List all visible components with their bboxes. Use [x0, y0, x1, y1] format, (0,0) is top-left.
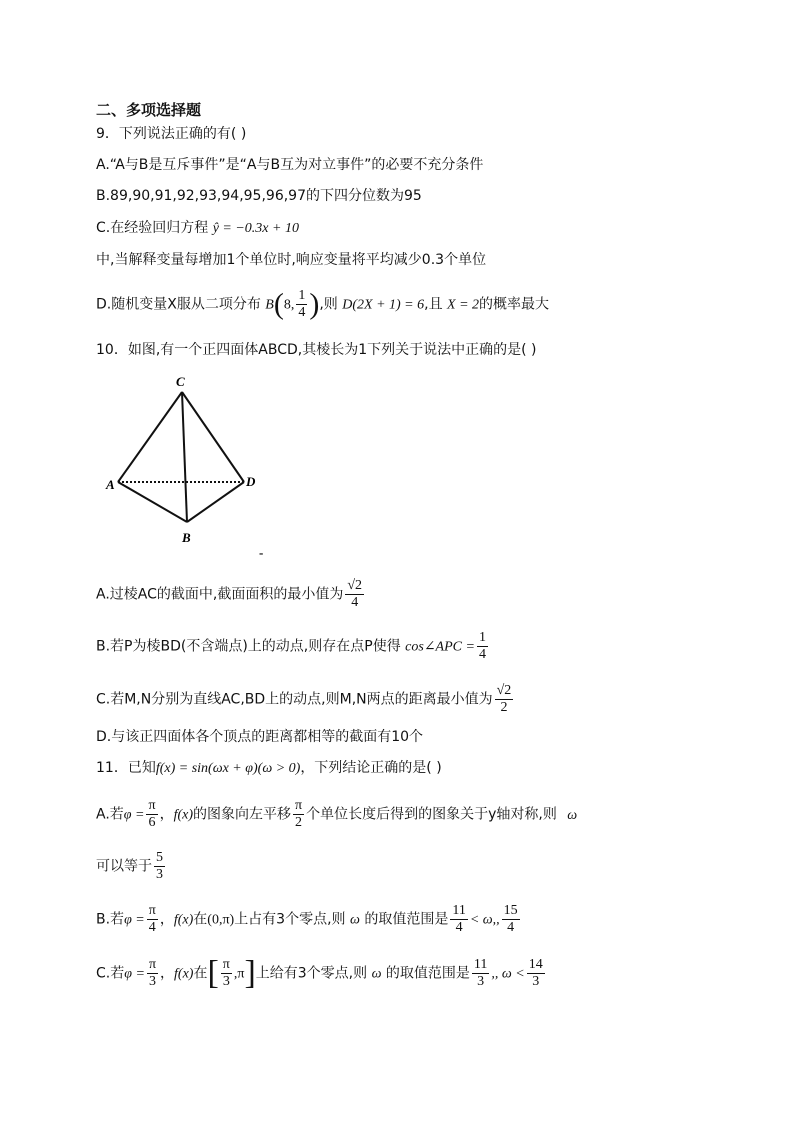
figure-mark: - — [259, 545, 264, 560]
q9-stem: 9．下列说法正确的有( ) — [96, 126, 247, 142]
q11-option-a-text4: 个单位长度后得到的图象关于y轴对称,则 — [306, 806, 557, 823]
q9-variance-eq: D(2X + 1) = 6 — [342, 297, 425, 313]
q10-option-c-text: C.若M,N分别为直线AC,BD上的动点,则M,N两点的距离最小值为 — [96, 691, 493, 708]
q9-option-b: B.89,90,91,92,93,94,95,96,97的下四分位数为95 — [96, 188, 422, 204]
q10-stem: 10．如图,有一个正四面体ABCD,其棱长为1下列关于说法中正确的是( ) — [96, 342, 537, 358]
q11-option-c-interval-end: ,π — [233, 966, 245, 982]
q11-option-c-interval-start — [221, 957, 232, 990]
q11-stem — [96, 758, 442, 779]
frac-numerator: π — [295, 798, 303, 813]
q11-option-c-phi-value — [147, 957, 158, 990]
edge-db — [187, 482, 244, 522]
frac-denominator: 3 — [532, 974, 540, 989]
q11-option-a-phi-value — [146, 798, 157, 831]
q11-option-c-relation: ,, ω < — [491, 966, 525, 982]
q11-option-c-text3: 在 — [193, 965, 208, 982]
q11-option-b-lower — [450, 903, 467, 936]
q10-option-b-value — [477, 630, 488, 663]
q11-option-a-continued — [96, 850, 167, 883]
q11-option-c-fx: f(x) — [174, 966, 194, 982]
q11-option-b-interval: (0,π) — [207, 912, 235, 928]
q9-binomial-p — [296, 288, 307, 321]
q11-option-b-text2: ， — [159, 911, 174, 928]
q11-option-a — [96, 798, 577, 831]
q11-option-a-text1: A.若 — [96, 806, 124, 823]
frac-numerator: 15 — [503, 903, 518, 918]
frac-numerator: 1 — [478, 630, 486, 645]
q11-option-c-omega: ω — [371, 966, 382, 982]
q9-option-d-text3: ,且 — [424, 296, 443, 313]
q10-option-c — [96, 683, 515, 716]
q9-option-d — [96, 288, 549, 321]
q11-option-b-text1: B.若 — [96, 911, 125, 928]
q11-option-a-omega: ω — [567, 807, 578, 823]
left-bracket: [ — [207, 954, 219, 992]
q11-option-a-value — [154, 850, 165, 883]
q9-option-c-text: C.在经验回归方程 — [96, 220, 209, 236]
q10-option-a — [96, 578, 366, 611]
edge-cb — [182, 392, 187, 522]
frac-denominator: 4 — [478, 647, 486, 662]
frac-numerator: 5 — [156, 850, 163, 865]
q10-option-b-text: B.若P为棱BD(不含端点)上的动点,则存在点P使得 — [96, 638, 401, 655]
edge-cd — [182, 392, 244, 482]
q9-binomial-b: B — [265, 297, 274, 313]
frac-denominator: 4 — [351, 595, 359, 610]
frac-denominator: 3 — [156, 867, 163, 882]
edge-ca — [118, 392, 182, 482]
section-heading — [96, 100, 201, 121]
q11-option-c-text2: ， — [160, 965, 175, 982]
q11-option-a-cont-text: 可以等于 — [96, 858, 152, 875]
right-paren: ) — [309, 287, 320, 321]
frac-denominator: 6 — [148, 815, 156, 830]
q10-option-b — [96, 630, 490, 663]
q10-option-d: D.与该正四面体各个顶点的距离都相等的截面有10个 — [96, 729, 424, 745]
q11-option-b-phi-value — [147, 903, 158, 936]
q10-option-a-text: A.过棱AC的截面中,截面面积的最小值为 — [96, 586, 344, 603]
q11-option-a-fx: f(x) — [173, 807, 193, 823]
q9-binomial-n: 8, — [283, 297, 295, 313]
q11-option-b — [96, 903, 522, 936]
frac-denominator: 4 — [148, 920, 156, 935]
q11-option-b-text5: 的取值范围是 — [364, 911, 449, 928]
q10-option-b-eq: cos∠APC = — [405, 639, 475, 655]
edge-ab — [118, 482, 187, 522]
q9-x-eq: X = 2 — [447, 297, 480, 313]
q9-option-d-text1: D.随机变量X服从二项分布 — [96, 296, 261, 313]
q10-option-c-value — [495, 683, 514, 716]
q9-option-c — [96, 218, 299, 239]
frac-denominator: 4 — [298, 305, 306, 320]
q11-option-a-text2: ， — [159, 806, 174, 823]
q11-option-b-upper — [502, 903, 520, 936]
frac-numerator: 1 — [298, 288, 306, 303]
q9-option-a: A.“A与B是互斥事件”是“A与B互为对立事件”的必要不充分条件 — [96, 157, 484, 173]
q9-option-d-text4: 的概率最大 — [479, 296, 550, 313]
frac-denominator: 2 — [500, 700, 508, 715]
frac-denominator: 3 — [222, 974, 230, 989]
q11-option-c-lower — [472, 957, 489, 990]
q11-function: f(x) = sin(ωx + φ)(ω > 0) — [155, 761, 301, 776]
vertex-label-c: C — [176, 374, 185, 389]
frac-numerator: √2 — [347, 578, 363, 593]
q11-option-b-fx: f(x) — [173, 912, 194, 928]
frac-denominator: 2 — [295, 815, 303, 830]
frac-numerator: π — [222, 957, 230, 972]
frac-numerator: π — [148, 903, 156, 918]
frac-denominator: 3 — [148, 974, 156, 989]
vertex-label-d: D — [246, 474, 256, 489]
q9-option-d-text2: ,则 — [319, 296, 338, 313]
q11-option-c-text4: 上给有3个零点,则 — [255, 965, 368, 982]
q11-option-a-text3: 的图象向左平移 — [193, 806, 291, 823]
q11-option-a-phi: φ = — [123, 807, 145, 823]
q11-stem-text2: ，下列结论正确的是( ) — [300, 760, 442, 776]
tetrahedron-figure — [96, 370, 276, 560]
q10-option-a-value — [345, 578, 364, 611]
q11-option-c-upper — [527, 957, 545, 990]
vertex-label-b: B — [182, 530, 191, 545]
q11-option-c-text1: C.若 — [96, 965, 125, 982]
q11-option-c — [96, 954, 547, 992]
section-heading-text: 二、多项选择题 — [96, 101, 202, 119]
frac-numerator: π — [148, 798, 156, 813]
frac-numerator: π — [148, 957, 157, 972]
frac-numerator: 11 — [473, 957, 488, 972]
q11-option-b-omega: ω — [350, 912, 360, 928]
q11-option-b-text3: 在 — [193, 911, 208, 928]
frac-denominator: 4 — [455, 920, 463, 935]
q11-option-a-shift — [293, 798, 304, 831]
q11-option-b-phi: φ = — [124, 912, 145, 928]
frac-numerator: 11 — [452, 903, 466, 918]
frac-denominator: 4 — [507, 920, 515, 935]
vertex-label-a: A — [106, 477, 115, 492]
frac-denominator: 3 — [477, 974, 485, 989]
frac-numerator: 14 — [528, 957, 543, 972]
q11-option-b-relation: < ω,, — [469, 912, 500, 928]
q9-option-c-continued: 中,当解释变量每增加1个单位时,响应变量将平均减少0.3个单位 — [96, 252, 487, 268]
q11-stem-text1: 11．已知 — [96, 760, 156, 776]
q11-option-c-phi: φ = — [124, 966, 145, 982]
frac-numerator: √2 — [496, 683, 512, 698]
q11-option-b-text4: 上占有3个零点,则 — [234, 911, 346, 928]
q9-option-c-equation: ŷ = −0.3x + 10 — [212, 221, 299, 236]
q11-option-c-text5: 的取值范围是 — [385, 965, 470, 982]
left-paren: ( — [273, 287, 284, 321]
right-bracket: ] — [244, 954, 256, 992]
